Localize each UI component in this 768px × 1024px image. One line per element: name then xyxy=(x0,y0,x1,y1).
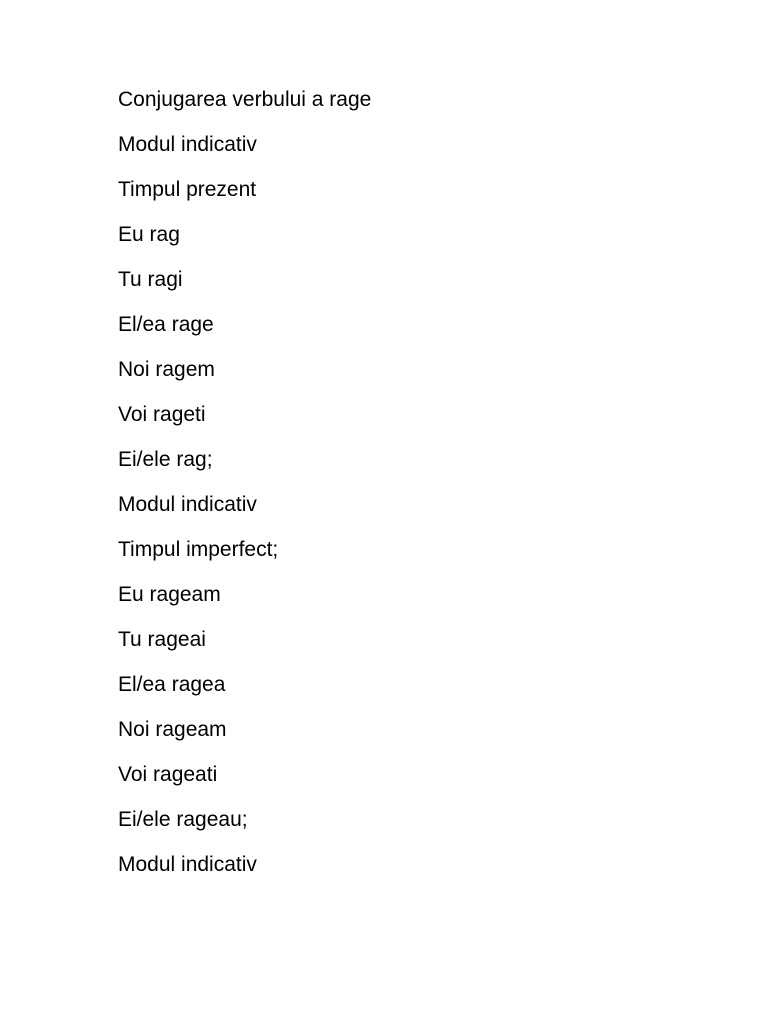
conjugation-line: Ei/ele rag; xyxy=(118,448,213,471)
conjugation-line: Voi rageti xyxy=(118,403,206,426)
conjugation-line: Noi ragem xyxy=(118,358,215,381)
document-body xyxy=(118,85,371,895)
conjugation-line: Tu ragi xyxy=(118,268,183,291)
tense-heading: Timpul prezent xyxy=(118,178,257,201)
document-title: Conjugarea verbului a rage xyxy=(118,88,372,111)
conjugation-line: Eu rageam xyxy=(118,583,221,606)
mood-heading: Modul indicativ xyxy=(118,493,257,516)
conjugation-line: Eu rag xyxy=(118,223,180,246)
tense-heading: Timpul imperfect; xyxy=(118,538,279,561)
conjugation-line: Noi rageam xyxy=(118,718,227,741)
conjugation-line: Voi rageati xyxy=(118,763,218,786)
conjugation-line: Ei/ele rageau; xyxy=(118,808,248,831)
mood-heading: Modul indicativ xyxy=(118,853,257,876)
mood-heading: Modul indicativ xyxy=(118,133,257,156)
conjugation-line: El/ea rage xyxy=(118,313,214,336)
conjugation-line: Tu rageai xyxy=(118,628,206,651)
conjugation-line: El/ea ragea xyxy=(118,673,226,696)
